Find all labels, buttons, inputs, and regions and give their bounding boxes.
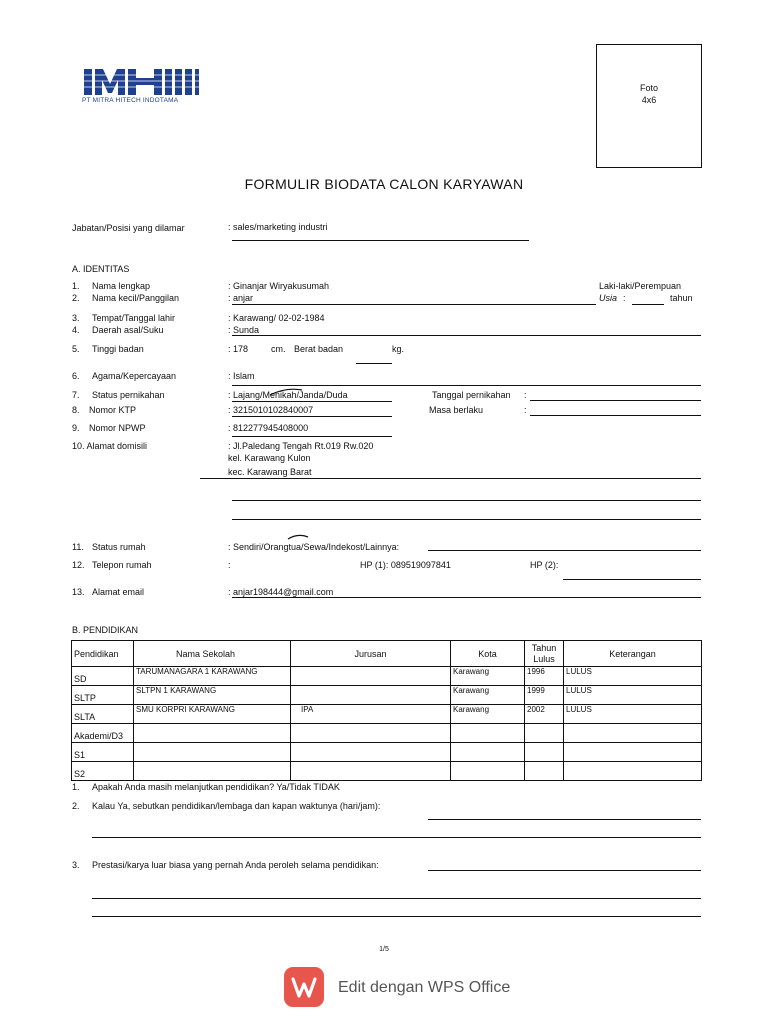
nickname-underline — [232, 304, 596, 305]
ktp-value[interactable]: : 3215010102840007 — [228, 405, 314, 415]
answer-line[interactable] — [428, 870, 701, 871]
cell-year[interactable]: 2002 — [525, 705, 564, 724]
row-num: 1. — [72, 281, 80, 291]
religion-value[interactable]: : Islam — [228, 371, 255, 381]
table-row — [72, 724, 702, 743]
npwp-value[interactable]: : 812277945408000 — [228, 423, 309, 433]
cell-note[interactable]: LULUS — [564, 705, 702, 724]
table-row — [72, 705, 702, 724]
table-row — [72, 743, 702, 762]
cell-school[interactable]: SMU KORPRI KARAWANG — [134, 705, 291, 724]
cell-year[interactable] — [525, 762, 564, 781]
hp1-value[interactable]: HP (1): 089519097841 — [360, 560, 451, 570]
question-study-details: Kalau Ya, sebutkan pendidikan/lembaga dan kapan waktunya (hari/jam): — [92, 801, 381, 811]
npwp-label: Nomor NPWP — [89, 423, 146, 433]
circle-mark-icon — [286, 533, 310, 541]
birth-label: Tempat/Tanggal lahir — [92, 313, 176, 323]
address-underline-2 — [232, 500, 701, 501]
marital-underline — [232, 401, 392, 402]
age-field[interactable] — [632, 304, 664, 305]
position-label: Jabatan/Posisi yang dilamar — [72, 223, 185, 233]
row-num: 9. — [72, 423, 80, 433]
ktp-valid-colon: : — [524, 405, 527, 415]
answer-line[interactable] — [92, 898, 701, 899]
address-line-1[interactable]: : Jl.Paledang Tengah Rt.019 Rw.020 — [228, 441, 374, 451]
age-unit: tahun — [670, 293, 693, 303]
cell-year[interactable] — [525, 724, 564, 743]
address-underline-1 — [200, 478, 701, 479]
answer-line[interactable] — [92, 916, 701, 917]
phone-label: Telepon rumah — [92, 560, 152, 570]
cell-school[interactable] — [134, 743, 291, 762]
cell-school[interactable]: SLTPN 1 KARAWANG — [134, 686, 291, 705]
birth-value[interactable]: : Karawang/ 02-02-1984 — [228, 313, 325, 323]
position-underline — [232, 240, 529, 241]
cell-school[interactable] — [134, 762, 291, 781]
religion-underline — [232, 385, 701, 386]
phone-value[interactable]: : — [228, 560, 231, 570]
col-header: Kota — [451, 641, 525, 667]
height-label: Tinggi badan — [92, 344, 144, 354]
email-underline — [232, 597, 701, 598]
table-row — [72, 762, 702, 781]
marriage-date-label: Tanggal pernikahan — [432, 390, 511, 400]
cell-level: S1 — [72, 743, 134, 762]
question-achievements: Prestasi/karya luar biasa yang pernah Anda peroleh selama pendidikan: — [92, 860, 379, 870]
ktp-underline — [232, 416, 392, 417]
row-num: 8. — [72, 405, 80, 415]
row-num: 11. — [72, 542, 84, 552]
cell-note[interactable] — [564, 724, 702, 743]
answer-line[interactable] — [428, 819, 701, 820]
height-value[interactable]: : 178 — [228, 344, 249, 354]
cell-major[interactable] — [291, 743, 451, 762]
section-pendidikan-heading: B. PENDIDIKAN — [72, 625, 139, 635]
origin-value[interactable]: : Sunda — [228, 325, 260, 335]
cell-level: Akademi/D3 — [72, 724, 134, 743]
table-row — [72, 667, 702, 686]
hp2-field[interactable] — [563, 579, 701, 580]
cell-major[interactable] — [291, 724, 451, 743]
cell-note[interactable] — [564, 743, 702, 762]
company-logo — [82, 66, 212, 110]
cell-major[interactable]: IPA — [291, 705, 451, 724]
cell-city[interactable] — [451, 724, 525, 743]
origin-label: Daerah asal/Suku — [92, 325, 164, 335]
row-num: 4. — [72, 325, 80, 335]
age-colon: : — [623, 293, 626, 303]
cell-city[interactable] — [451, 743, 525, 762]
row-num: 2. — [72, 293, 80, 303]
col-header: Pendidikan — [72, 641, 134, 667]
question-num: 3. — [72, 860, 80, 870]
education-table — [71, 640, 702, 781]
house-status-label: Status rumah — [92, 542, 146, 552]
marriage-date-colon: : — [524, 390, 527, 400]
cell-note[interactable]: LULUS — [564, 667, 702, 686]
age-label: Usia — [599, 293, 618, 303]
strike-mark-icon — [268, 387, 304, 397]
full-name-label: Nama lengkap — [92, 281, 151, 291]
email-value[interactable]: : anjar198444@gmail.com — [228, 587, 334, 597]
row-num: 7. — [72, 390, 80, 400]
col-header: Keterangan — [564, 641, 702, 667]
page-number: 1/5 — [379, 946, 389, 953]
cell-city[interactable]: Karawang — [451, 667, 525, 686]
row-num: 12. — [72, 560, 85, 570]
cell-year[interactable]: 1996 — [525, 667, 564, 686]
weight-label: Berat badan — [294, 344, 344, 354]
col-header: Jurusan — [291, 641, 451, 667]
cell-city[interactable] — [451, 762, 525, 781]
marriage-date-field[interactable] — [530, 400, 701, 401]
wps-edit-link[interactable]: Edit dengan WPS Office — [338, 979, 511, 996]
ktp-valid-field[interactable] — [530, 415, 701, 416]
address-label: 10. Alamat domisili — [72, 441, 148, 451]
wps-office-icon[interactable] — [284, 967, 324, 1007]
origin-underline — [232, 335, 701, 336]
row-num: 5. — [72, 344, 80, 354]
cell-major[interactable] — [291, 762, 451, 781]
row-num: 13. — [72, 587, 85, 597]
address-line-3[interactable]: kec. Karawang Barat — [228, 467, 312, 477]
photo-placeholder — [596, 44, 702, 168]
cell-note[interactable] — [564, 762, 702, 781]
cell-note[interactable]: LULUS — [564, 686, 702, 705]
cell-level: SLTP — [72, 686, 134, 705]
photo-size: 4x6 — [641, 95, 657, 105]
nickname-label: Nama kecil/Panggilan — [92, 293, 180, 303]
answer-line[interactable] — [92, 837, 701, 838]
cell-major[interactable] — [291, 667, 451, 686]
cell-year[interactable] — [525, 743, 564, 762]
row-num: 6. — [72, 371, 80, 381]
address-underline-3 — [232, 519, 701, 520]
npwp-underline — [232, 436, 392, 437]
cell-school[interactable]: TARUMANAGARA 1 KARAWANG — [134, 667, 291, 686]
ktp-valid-label: Masa berlaku — [429, 405, 484, 415]
marital-label: Status pernikahan — [92, 390, 165, 400]
nickname-value[interactable]: : anjar — [228, 293, 254, 303]
cell-year[interactable]: 1999 — [525, 686, 564, 705]
question-continue-study: Apakah Anda masih melanjutkan pendidikan? Ya/Tidak TIDAK — [92, 782, 340, 792]
col-header: Tahun Lulus — [525, 641, 564, 667]
section-identitas-heading: A. IDENTITAS — [72, 264, 130, 274]
row-num: 3. — [72, 313, 80, 323]
wps-w-icon — [284, 967, 324, 1007]
email-label: Alamat email — [92, 587, 145, 597]
weight-field[interactable] — [356, 363, 392, 364]
cell-level: S2 — [72, 762, 134, 781]
weight-unit: kg. — [392, 344, 405, 354]
photo-label: Foto — [639, 83, 658, 93]
cell-city[interactable]: Karawang — [451, 686, 525, 705]
table-header-row — [72, 641, 702, 667]
cell-level: SD — [72, 667, 134, 686]
position-value[interactable]: : sales/marketing industri — [228, 222, 328, 232]
table-row — [72, 686, 702, 705]
house-status-value[interactable]: : Sendiri/Orangtua/Sewa/Indekost/Lainnya: — [228, 542, 400, 552]
full-name-value[interactable]: : Ginanjar Wiryakusumah — [228, 281, 330, 291]
height-unit: cm. — [271, 344, 286, 354]
ktp-label: Nomor KTP — [89, 405, 137, 415]
col-header: Nama Sekolah — [134, 641, 291, 667]
form-title: FORMULIR BIODATA CALON KARYAWAN — [244, 176, 524, 192]
religion-label: Agama/Kepercayaan — [92, 371, 177, 381]
cell-school[interactable] — [134, 724, 291, 743]
cell-city[interactable]: Karawang — [451, 705, 525, 724]
house-status-other-field[interactable] — [428, 550, 701, 551]
company-name: PT MITRA HITECH INDOTAMA — [82, 97, 179, 104]
question-num: 2. — [72, 801, 80, 811]
marital-value[interactable]: : Lajang/Menikah/Janda/Duda — [228, 390, 348, 400]
question-num: 1. — [72, 782, 80, 792]
gender-options[interactable]: Laki-laki/Perempuan — [599, 281, 682, 291]
hp2-label: HP (2): — [530, 560, 559, 570]
cell-major[interactable] — [291, 686, 451, 705]
address-line-2[interactable]: kel. Karawang Kulon — [228, 453, 311, 463]
cell-level: SLTA — [72, 705, 134, 724]
